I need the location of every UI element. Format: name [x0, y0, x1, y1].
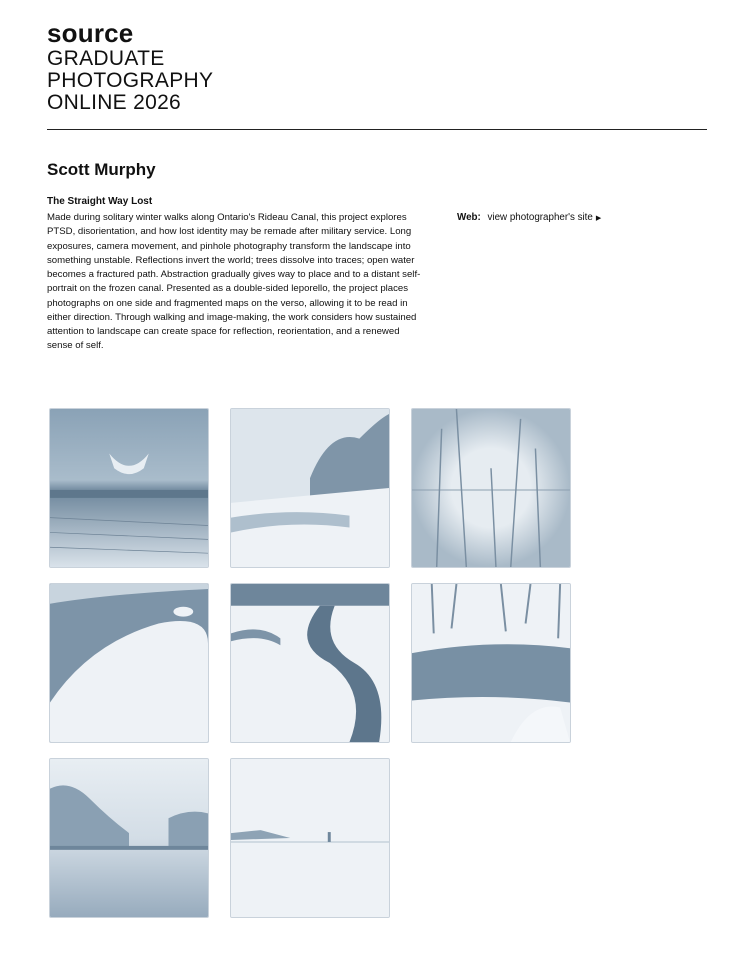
- site-logo[interactable]: source: [47, 18, 134, 48]
- photo-canal-treeline-reflection[interactable]: [49, 758, 209, 918]
- site-header: [47, 20, 213, 114]
- photo-image: [231, 584, 389, 742]
- site-subtitle: [47, 48, 213, 114]
- photographer-name: Scott Murphy: [47, 160, 156, 179]
- photo-pinhole-bare-trees[interactable]: [411, 408, 571, 568]
- subtitle-line: GRADUATE: [47, 47, 165, 70]
- caret-right-icon: ▶: [595, 215, 602, 222]
- subtitle-line: PHOTOGRAPHY: [47, 69, 214, 92]
- photo-image: [50, 409, 208, 567]
- photographer-site-link-text[interactable]: view photographer's site: [487, 212, 593, 223]
- photo-image: [50, 759, 208, 917]
- subtitle-line: ONLINE 2026: [47, 91, 182, 114]
- header-divider: [47, 129, 707, 130]
- photo-reflected-sky-icefield[interactable]: [49, 408, 209, 568]
- photo-forest-creek-snow[interactable]: [411, 583, 571, 743]
- photo-ice-shore-curve[interactable]: [49, 583, 209, 743]
- project-description: Made during solitary winter walks along Ontario's Rideau Canal, this project explores PTSD, disorientation, and how lost identity may be remade after military service. Long exposures, camera movement, and pinhole photography transform the landscape into something unstable. Reflections invert the world; trees dissolve into traces; open water becomes a fractured path. Abstraction gradually gives way to place and to a distant self-portrait on the frozen canal. Presented as a double-sided leporello, the project places photographs on one side and fragmented maps on the verso, allowing it to be read in either direction. Through walking and image-making, the work considers how sustained attention to landscape can create space for reflection, reorientation, and a renewed sense of self.: [47, 212, 421, 352]
- photo-winding-open-water[interactable]: [230, 583, 390, 743]
- photo-image: [412, 584, 570, 742]
- photo-image: [412, 409, 570, 567]
- photo-image: [231, 409, 389, 567]
- photo-gallery: [49, 408, 571, 918]
- project-title: The Straight Way Lost: [47, 196, 153, 207]
- photographer-site-link[interactable]: [488, 212, 602, 223]
- web-label: Web:: [457, 212, 481, 223]
- photo-blurred-trees-snow-path[interactable]: [230, 408, 390, 568]
- photo-image: [231, 759, 389, 917]
- photo-distant-figure-frozen-canal[interactable]: [230, 758, 390, 918]
- web-link-block: [457, 212, 601, 223]
- photo-image: [50, 584, 208, 742]
